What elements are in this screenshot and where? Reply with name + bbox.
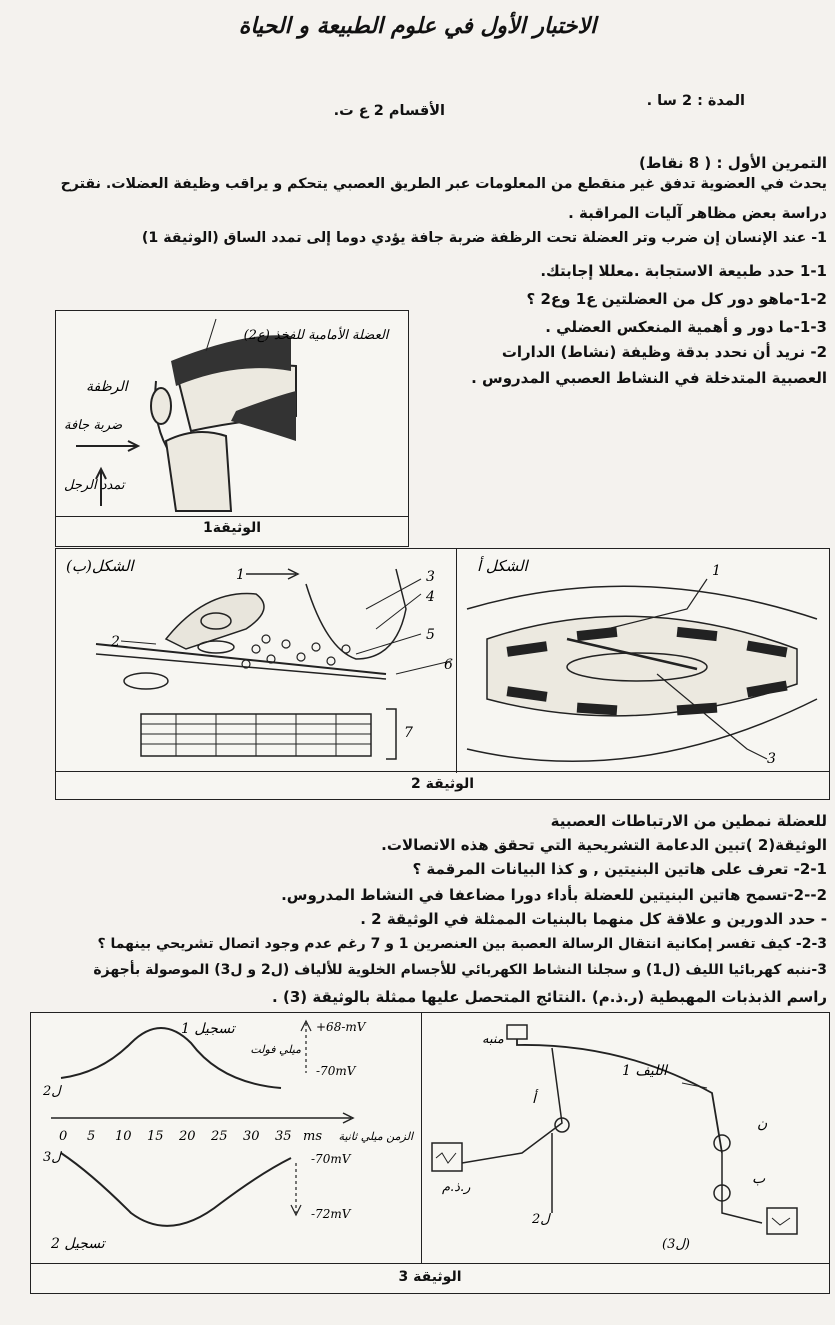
- document-2-caption: الوثيقة 2: [411, 776, 474, 792]
- voltage-top: +68-mV: [316, 1020, 366, 1034]
- question-1-3: 1-3-ما دور و أهمية المنعكس العضلي .: [545, 318, 827, 336]
- recording-1-label: تسجيل 1: [181, 1021, 235, 1037]
- document-1-frame: [55, 310, 409, 547]
- question-2-2b: - حدد الدورين و علاقة كل منهما بالبنيات الممثلة في الوثيقة 2 .: [360, 910, 827, 928]
- fiber-l2-label: ل2: [532, 1212, 550, 1227]
- exam-sections: الأقسام 2 ع ت.: [333, 103, 445, 119]
- tick-35: 35: [275, 1129, 292, 1144]
- label-n5: 5: [426, 627, 435, 643]
- question-1: 1- عند الإنسان إن ضرب وتر العضلة تحت الرظفة ضربة جافة يؤدي دوما إلى تمدد الساق (الوثيقة 1): [141, 230, 827, 246]
- neuron-b-label: ب: [752, 1171, 766, 1187]
- recordings-graph: [31, 1013, 421, 1263]
- tick-10: 10: [115, 1129, 132, 1144]
- voltage-low: -72mV: [311, 1207, 351, 1221]
- label-strike: ضربة جافة: [64, 418, 123, 433]
- voltage-rest: -70mV: [316, 1064, 356, 1078]
- question-1-2: 1-2-ماهو دور كل من العضلتين ع1 وع2 ؟: [526, 290, 827, 308]
- question-2-1: 2-1- تعرف على هاتين البنيتين , و كذا البيانات المرقمة ؟: [412, 860, 827, 878]
- question-1-1: 1-1 حدد طبيعة الاستجابة .معللا إجابتك.: [540, 262, 827, 280]
- label-front-muscle: العضلة الأمامية للفخذ (ع2): [243, 328, 389, 343]
- label-a-n3: 3: [767, 751, 776, 767]
- document-1-caption: الوثيقة1: [202, 520, 262, 536]
- knee-reflex-drawing: [56, 311, 408, 516]
- time-unit: ms: [303, 1129, 322, 1144]
- recording-2-label: تسجيل 2: [51, 1236, 105, 1252]
- question-2-b: العصبية المتدخلة في النشاط العصبي المدروس .: [471, 369, 827, 387]
- text-mid-2: الوثيقة(2 )تبين الدعامة التشريحية التي تحقق هذه الاتصالات.: [381, 836, 827, 854]
- label-n7: 7: [404, 725, 413, 741]
- fiber-l3-label: (ل3): [662, 1237, 690, 1252]
- neuron-n-label: ن: [757, 1116, 768, 1132]
- question-2-a: 2- نريد أن نحدد بدقة وظيفة (نشاط) الدارات: [501, 343, 827, 361]
- label-n6: 6: [444, 657, 453, 673]
- label-extension: تمدد الرجل: [64, 478, 125, 493]
- voltage-mid: -70mV: [311, 1152, 351, 1166]
- label-n3: 3: [426, 569, 435, 585]
- label-n4: 4: [426, 589, 435, 605]
- tick-20: 20: [179, 1129, 196, 1144]
- voltage-unit-label: ميلي فولت: [250, 1043, 301, 1056]
- exercise-heading: التمرين الأول : ( 8 نقاط): [639, 154, 827, 172]
- document-3-frame: [30, 1012, 830, 1294]
- intro-line-1: يحدث في العضوية تدفق غير منقطع من المعلومات عبر الطريق العصبي يتحكم و يراقب وظيفة العضلات. نقترح: [60, 176, 827, 192]
- trace-label-l3: ل3: [43, 1150, 61, 1165]
- label-figure-b: الشكل(ب): [66, 557, 134, 575]
- document-3-caption: الوثيقة 3: [398, 1269, 462, 1285]
- intro-line-2: دراسة بعض مظاهر آليات المراقبة .: [568, 204, 827, 222]
- text-mid-1: للعضلة نمطين من الارتباطات العصبية: [550, 812, 827, 830]
- exam-duration: المدة : 2 سا .: [646, 93, 745, 109]
- question-2-3: 2-3- كيف تفسر إمكانية انتقال الرسالة العصبة بين العنصرين 1 و 7 رغم عدم وجود اتصال تشريحي بينهما ؟: [97, 936, 827, 952]
- neural-circuit-diagram: [422, 1013, 830, 1263]
- question-2-2: 2--2-تسمح هاتين البنيتين للعضلة بأداء دورا مضاعفا في النشاط المدروس.: [281, 886, 827, 904]
- fiber-1-label: الليف 1: [622, 1063, 667, 1079]
- label-n2: 2: [111, 634, 120, 650]
- tick-0: 0: [59, 1129, 68, 1144]
- label-n1: 1: [236, 567, 245, 583]
- oscilloscope-1-label: ر.ذ.م: [442, 1180, 471, 1195]
- question-3-line-1: 3-ننبه كهربائيا الليف (ل1) و سجلنا النشاط الكهربائي للأجسام الخلوية للألياف (ل2 و ل3) الموصولة بأجهزة: [93, 962, 827, 978]
- tick-15: 15: [147, 1129, 164, 1144]
- time-axis-label: الزمن ميلي ثانية: [338, 1130, 413, 1143]
- stimulus-label: منبه: [482, 1032, 504, 1047]
- exam-title: الاختبار الأول في علوم الطبيعة و الحياة: [238, 14, 597, 39]
- tick-25: 25: [211, 1129, 228, 1144]
- label-figure-a: الشكل أ: [477, 557, 528, 575]
- ab-label: أ: [532, 1091, 536, 1107]
- trace-label-l2: ل2: [43, 1084, 61, 1099]
- tick-30: 30: [243, 1129, 260, 1144]
- document-2-frame: [55, 548, 830, 800]
- label-a-n1: 1: [712, 563, 721, 579]
- question-3-line-2: راسم الذبذبات المهبطية (ر.ذ.م) .النتائج المتحصل عليها ممثلة بالوثيقة (3) .: [272, 988, 827, 1006]
- label-patella: الرظفة: [86, 379, 128, 395]
- figure-a-spindle-drawing: [457, 549, 829, 771]
- figure-b-synapse-drawing: [56, 549, 456, 771]
- tick-5: 5: [87, 1129, 96, 1144]
